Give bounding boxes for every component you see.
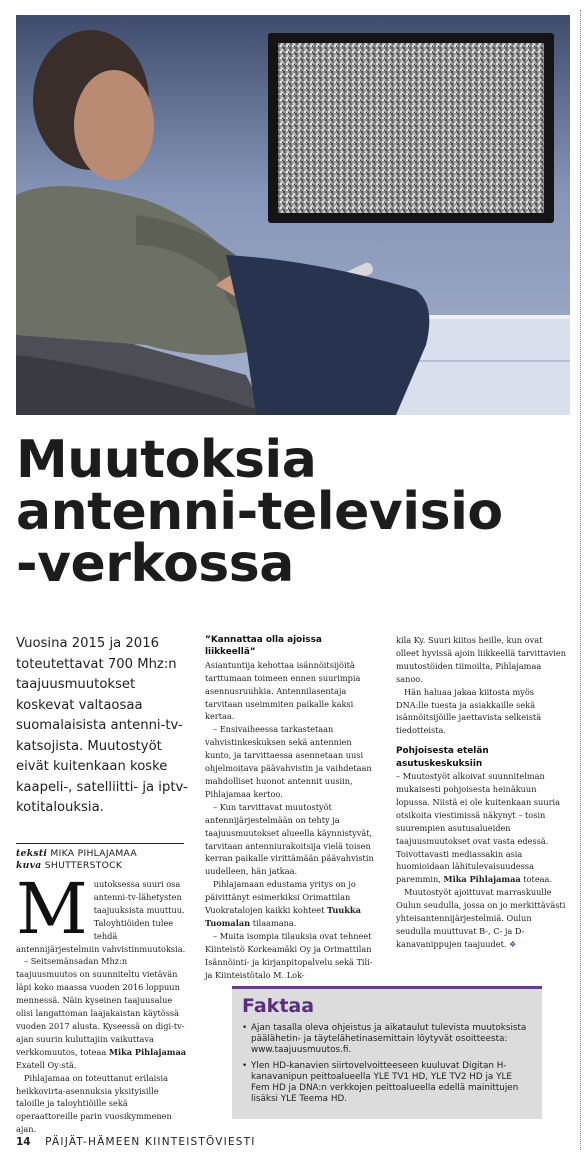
paragraph: – Ensivaiheessa tarkastetaan vahvistinkeskuksen sekä antennien kunto, ja tarvittaessa asennetaan uusi ohjelmoitava päävahvistin ja vaihdetaan mahdolliset huonot antennit uusiin, Pihlajamaa kertoo. <box>205 724 372 799</box>
paragraph: uutoksessa suuri osa antenni-tv-lähetysten taajuuksista muuttuu. Taloyhtiöiden tulee tehdä antennijärjestelmiin vahvistinmuutoksia. <box>16 879 186 954</box>
subheading: ”Kannattaa olla ajoissa liikkeellä” <box>205 635 322 658</box>
paragraph: kila Ky. Suuri kiitos heille, kun ovat olleet hyvissä ajoin liikkeellä tarvittavien muutostöiden tiimoilta, Pihlajamaa sanoo. <box>396 635 566 684</box>
fact-list <box>242 1023 532 1105</box>
publication-name: PÄIJÄT-HÄMEEN KIINTEISTÖVIESTI <box>45 1136 256 1148</box>
fact-box <box>232 986 542 1119</box>
person-name: Mika Pihlajamaa <box>108 1046 187 1057</box>
body-column-1 <box>16 868 188 1136</box>
body-column-3 <box>396 634 568 951</box>
person-name: Mika Pihlajamaa <box>443 874 521 885</box>
paragraph: Pihlajamaa on toteuttanut erilaisia heikkovirta-asennuksia yksityisille taloille ja taloyhtiöille sekä operaattoreille parin vuosikymmenen ajan. <box>16 1072 172 1135</box>
paragraph: – Muutostyöt alkoivat suunnitelman mukaisesti pohjoisesta heinäkuun lopussa. Niistä ei ole kuitenkaan suuria otsikoita viestimissä näkynyt – tosin suurempien asutusalueiden taajuusmuutokset ovat vasta edessä. Toivottavasti mediassakin asia huomioidaan lähitulevaisuudessa paremmin, Mika Pihlajamaa toteaa. <box>396 771 561 885</box>
paragraph: – Seitsemänsadan Mhz:n taajuusmuutos on suunniteltu vietävän läpi koko maassa vuoden 2016 loppuun mennessä. Näin kyseinen taajuusalue olisi langattoman laajakaistan käytössä vuoden 2017 alusta. Kyseessä on digi-tv-ajan suurin kuluttajiin vaikuttava verkkomuutos, toteaa Mika Pihlajamaa Exatell Oy:stä. <box>16 956 187 1070</box>
article-headline <box>16 430 576 594</box>
paragraph: Pihlajamaan edustama yritys on jo päivittänyt esimerkiksi Orimattilan Vuokratalojen kaikki kohteet Tuukka Tuomalan tilaamana. <box>205 879 361 928</box>
photo-credit-name: SHUTTERSTOCK <box>44 860 123 871</box>
end-mark-icon: ❖ <box>509 938 517 949</box>
person-name: Tuukka Tuomalan <box>205 905 361 928</box>
fact-item: • Ajan tasalla oleva ohjeistus ja aikataulut tulevista muutoksista päälähetin- ja täytelähetinasemittain löytyvät osoitteesta: www.taajuusmuutos.fi. <box>242 1023 532 1057</box>
fact-box-title: Faktaa <box>242 995 315 1017</box>
article-photo <box>16 15 570 415</box>
subheading: Pohjoisesta etelän asutuskeskuksiin <box>396 746 489 769</box>
drop-cap: M <box>16 868 88 950</box>
body-column-2 <box>205 634 375 981</box>
column-divider <box>580 10 581 1150</box>
photo-credit-role: kuva <box>16 860 42 871</box>
headline-line-2: antenni-televisio <box>16 482 503 542</box>
headline-line-1: Muutoksia <box>16 430 317 490</box>
lead-paragraph: Vuosina 2015 ja 2016 toteutettavat 700 Mhz:n taajuusmuutokset koskevat valtaosaa suomalaisista antenni-tv-katsojista. Muutostyöt eivät kuitenkaan koske kaapeli-, satelliitti- ja iptv-kotitalouksia. <box>16 636 188 815</box>
paragraph: Asiantuntija kehottaa isännöitsijöitä tarttumaan toimeen ennen suurimpia asennusruuhkia. Antennilasentaja tarvitaan useimmiten paikalle kaksi kertaa. <box>205 659 361 722</box>
page-number: 14 <box>16 1136 31 1148</box>
credit-divider <box>16 843 184 844</box>
fact-item: • Ylen HD-kanavien siirtovelvoitteeseen kuuluvat Digitan H-kanavanipun peittoalueella YLE TV1 HD, YLE TV2 HD ja YLE Fem HD ja DNA:n verkkojen peittoalueella edellä mainittujen lisäksi YLE Teema HD. <box>242 1061 532 1106</box>
paragraph: Hän haluaa jakaa kiitosta myös DNA:lle tuesta ja asiakkaille sekä isännöitsijöille jaettavista selkeistä tiedotteista. <box>396 686 542 736</box>
text-credit-role: teksti <box>16 848 48 859</box>
paragraph: – Kun tarvittavat muutostyöt antennijärjestelmään on tehty ja taajuusmuutokset alueella käynnistyvät, tarvitaan antenniurakoitsija vielä toisen kerran paikalle virittämään päävahvistin uudelleen, hän jatkaa. <box>205 801 374 877</box>
page-footer <box>16 1136 256 1148</box>
paragraph: Muutostyöt ajoittuvat marraskuulle Oulun seudulla, jossa on jo merkittävästi yhteisantennijärjestelmiä. Oulun seudulla muuttuvat B-, C- ja D-kanavanippujen taajuudet. ❖ <box>396 887 566 949</box>
text-credit-name: MIKA PIHLAJAMAA <box>50 848 137 859</box>
headline-line-3: -verkossa <box>16 534 294 594</box>
paragraph: – Muita isompia tilauksia ovat tehneet Kiinteistö Korkeamäki Oy ja Orimattilan Isännöinti- ja kirjanpitopalvelu sekä Tili- ja Kiinteistötalo M. Lok- <box>205 930 373 980</box>
